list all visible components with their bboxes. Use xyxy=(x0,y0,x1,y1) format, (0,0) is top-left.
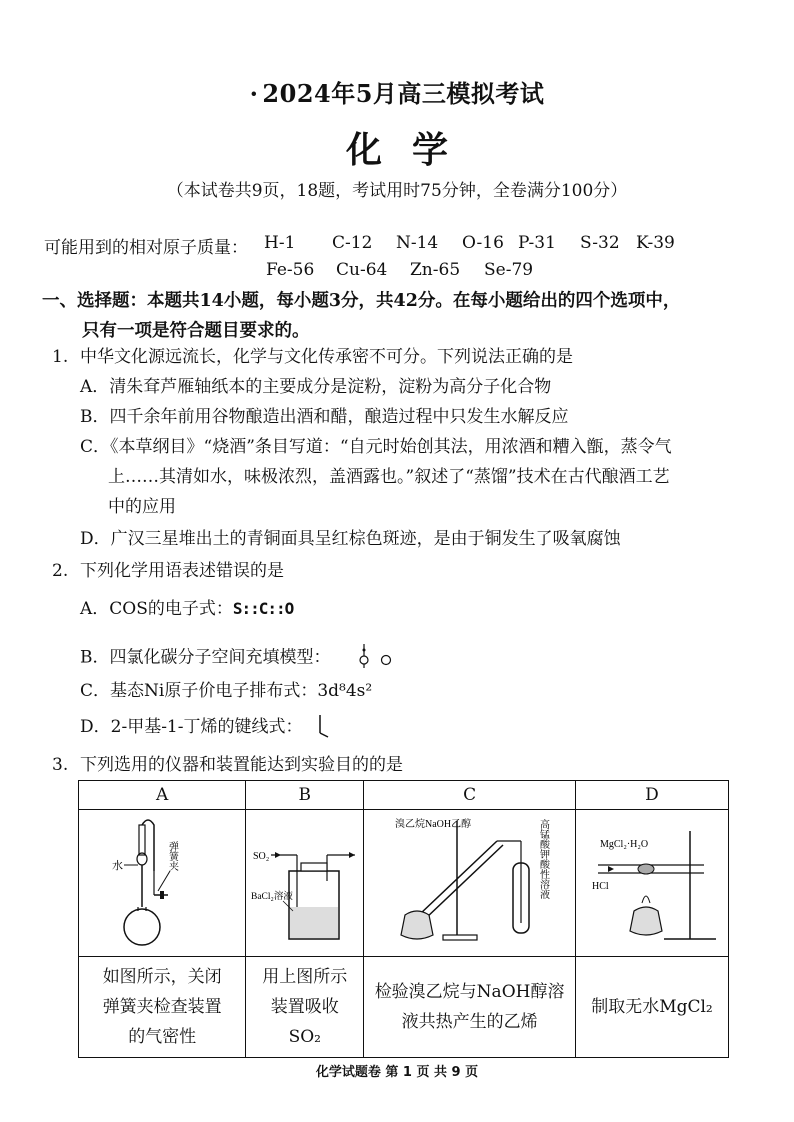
table-description-row xyxy=(79,957,729,1058)
question-2-option-c xyxy=(80,676,372,706)
description-c-text: 检验溴乙烷与NaOH醇溶液共热产生的乙烯 xyxy=(374,982,565,1032)
atom-mass: N-14 xyxy=(396,233,439,253)
subject-title: 化学 xyxy=(345,129,478,171)
label-hcl: HCl xyxy=(591,880,609,892)
title-dot: · xyxy=(249,79,259,108)
exam-title xyxy=(0,74,794,109)
atom-mass: Se-79 xyxy=(484,260,534,280)
column-header-a: A xyxy=(79,781,246,810)
exam-title-text: 2024年5月高三模拟考试 xyxy=(262,79,545,108)
figure-b xyxy=(246,810,364,957)
atomic-masses-label: 可能用到的相对原子质量： xyxy=(44,238,248,258)
description-b xyxy=(246,957,364,1058)
label-bromoethane-naoh-ethanol: 溴乙烷NaOH乙醇 xyxy=(394,818,471,830)
question-1-option-d: D．广汉三星堆出土的青铜面具呈红棕色斑迹，是由于铜发生了吸氧腐蚀 xyxy=(80,529,621,549)
column-header-d: D xyxy=(575,781,728,810)
atom-mass: Cu-64 xyxy=(336,260,388,280)
question-1-stem: 中华文化源远流长，化学与文化传承密不可分。下列说法正确的是 xyxy=(80,347,573,367)
description-a-text: 如图所示，关闭弹簧夹检查装置的气密性 xyxy=(102,967,222,1047)
section-heading xyxy=(42,286,752,346)
question-2-option-d-text: D．2-甲基-1-丁烯的键线式： xyxy=(80,717,303,737)
description-c xyxy=(364,957,576,1058)
question-2-stem: 下列化学用语表述错误的是 xyxy=(80,561,284,581)
description-d-text: 制取无水MgCl₂ xyxy=(591,997,713,1017)
column-header-b: B xyxy=(246,781,364,810)
section-heading-line1: 一、选择题：本题共14小题，每小题3分，共42分。在每小题给出的四个选项中， xyxy=(42,291,681,311)
question-1-option-c-line3: 中的应用 xyxy=(108,497,176,517)
label-water: 水 xyxy=(112,859,124,872)
question-2-option-a xyxy=(80,594,293,624)
question-1-option-c-line1: C．《本草纲目》“烧酒”条目写道：“自元时始创其法，用浓酒和糟入甑，蒸令气 xyxy=(80,437,672,457)
question-1-option-b: B．四千余年前用谷物酿造出酒和醋，酿造过程中只发生水解反应 xyxy=(80,407,569,427)
apparatus-c-diagram xyxy=(367,811,573,951)
atom-mass: S-32 xyxy=(580,233,620,253)
table-figure-row xyxy=(79,810,729,957)
atom-mass: P-31 xyxy=(518,233,556,253)
atom-mass: C-12 xyxy=(332,233,373,253)
description-d xyxy=(575,957,728,1058)
apparatus-b-diagram xyxy=(249,811,361,951)
question-2-number: 2. xyxy=(52,561,69,581)
exam-note: （本试卷共9页，18题，考试用时75分钟，全卷满分100分） xyxy=(166,181,628,201)
atom-mass: K-39 xyxy=(636,233,675,253)
question-3-stem: 下列选用的仪器和装置能达到实验目的的是 xyxy=(80,755,403,775)
atom-mass: O-16 xyxy=(462,233,504,253)
apparatus-d-diagram xyxy=(578,811,726,951)
apparatus-table xyxy=(78,780,729,1058)
question-3-number: 3. xyxy=(52,755,69,775)
question-1-option-a: A．清朱耷芦雁轴纸本的主要成分是淀粉，淀粉为高分子化合物 xyxy=(80,377,552,397)
ccl4-space-filling-model xyxy=(340,638,412,678)
question-2-option-b xyxy=(80,638,412,678)
description-a xyxy=(79,957,246,1058)
label-spring-clip: 弹簧夹 xyxy=(166,840,178,871)
atom-mass: H-1 xyxy=(264,233,296,253)
column-header-c: C xyxy=(364,781,576,810)
question-2-option-d xyxy=(80,712,338,743)
figure-a xyxy=(79,810,246,957)
question-2-option-c-text: C．基态Ni原子价电子排布式： xyxy=(80,681,318,701)
ni-electron-config: 3d⁸4s² xyxy=(317,681,373,701)
label-so2: SO₂ xyxy=(252,850,270,862)
section-heading-line2: 只有一项是符合题目要求的。 xyxy=(82,321,310,341)
atom-mass: Zn-65 xyxy=(410,260,461,280)
label-mgcl2-hydrate: MgCl₂·H₂O xyxy=(599,838,649,850)
question-2-option-a-text: A．COS的电子式： xyxy=(80,599,233,619)
question-2-option-b-text: B．四氯化碳分子空间充填模型： xyxy=(80,647,331,668)
cos-electron-formula: S::C::O xyxy=(232,599,294,618)
table-header-row xyxy=(79,781,729,810)
page-footer: 化学试题卷 第 1 页 共 9 页 xyxy=(315,1065,479,1080)
question-1-option-c-line2: 上……其清如水，味极浓烈，盖酒露也。”叙述了“蒸馏”技术在古代酿酒工艺 xyxy=(108,467,670,487)
skeletal-formula xyxy=(308,713,338,743)
figure-d xyxy=(575,810,728,957)
figure-c xyxy=(364,810,576,957)
label-acidic-permanganate: 高锰酸钾酸性溶液 xyxy=(537,818,549,899)
apparatus-a-diagram xyxy=(82,811,242,951)
label-bacl2-solution: BaCl₂溶液 xyxy=(250,891,293,902)
atom-mass: Fe-56 xyxy=(266,260,315,280)
question-1-number: 1. xyxy=(52,347,69,367)
description-b-text: 用上图所示装置吸收SO₂ xyxy=(262,967,348,1047)
